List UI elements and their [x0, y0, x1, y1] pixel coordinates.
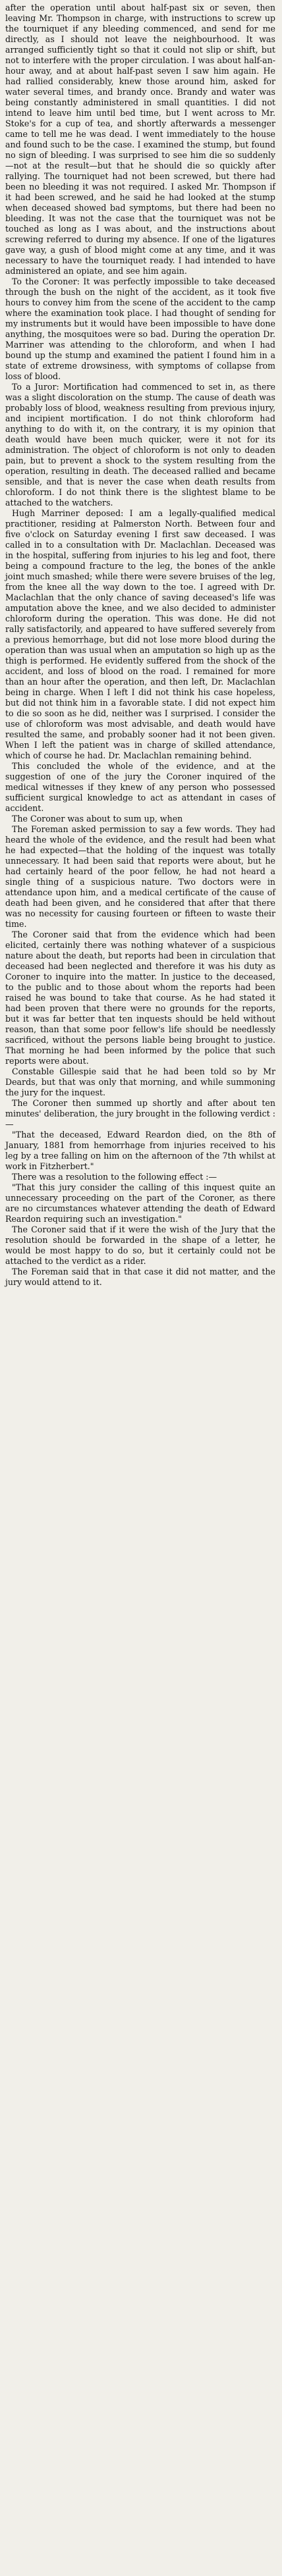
paragraph-surgeon-testimony: after the operation until about half-past six or seven, then leaving Mr. Thompson in charge, with instructions to screw up the tourniquet if any bleeding commenced, and send for me directly, as I should not leave the neighbourhood. It was arranged sufficiently tight so that it could not slip or shift, but not to interfere with the proper circulation. I was about half-an-hour away, and at about half-past seven I saw him again. He had rallied considerably, knew those around him, asked for water several times, and brandy once. Brandy and water was being constantly administered in small quantities. I did not intend to leave him until bed time, but I went across to Mr. Stoke's for a cup of tea, and shortly afterwards a messenger came to tell me he was dead. I went immediately to the house and found such to be the case. I examined the stump, but found no sign of bleeding. I was surprised to see him die so suddenly —not at the result—but that he should die so quickly after rallying. The tourniquet had not been screwed, but there had been no bleeding it was not required. I asked Mr. Thompson if it had been screwed, and he said he had looked at the stump when deceased showed bad symptoms, but there had been no bleeding. It was not the case that the tourniquet was not be touched as long as I was about, and the instructions about screwing referred to during my absence. If one of the ligatures gave way, a gush of blood might come at any time, and it was necessary to have the tourniquet ready. I had intended to have administered an opiate, and see him again. — [5, 3, 275, 276]
paragraph-foreman-remarks: The Foreman asked permission to say a few words. They had heard the whole of the evidence, and the result had been what he had expected—that the holding of the inquest was totally unnecessary. It had been said that reports were about, but he had certainly heard of the poor fellow, he had not heard a single thing of a suspicious nature. Two doctors were in attendance upon him, and a medical certificate of the cause of death had been given, and he considered that after that there was no necessity for causing fourteen or fifteen to waste their time. — [5, 824, 275, 929]
paragraph-coroner-on-resolution: The Coroner said that if it were the wish of the Jury that the resolution should be forwarded in the shape of a letter, he would be most happy to do so, but it certainly could not be attached to the verdict as a rider. — [5, 1224, 275, 1266]
paragraph-resolution-text: "That this jury consider the calling of this inquest quite an unnecessary proceeding on the part of the Coroner, as there are no circumstances whatever attending the death of Edward Reardon requiring such an investigation." — [5, 1182, 275, 1224]
paragraph-evidence-concluded: This concluded the whole of the evidence, and at the suggestion of one of the jury the Coroner inquired of the medical witnesses if they knew of any person who possessed sufficient surgical knowledge to act as attendant in cases of accident. — [5, 761, 275, 813]
paragraph-coroner-reply: The Coroner said that from the evidence which had been elicited, certainly there was nothing whatever of a suspicious nature about the death, but reports had been in circulation that deceased had been neglected and therefore it was his duty as Coroner to inquire into the matter. In justice to the deceased, to the public and to those about whom the reports had been raised he was bound to take that course. As he had stated it had been proven that there were no grounds for the reports, but it was far better that ten inquests should be held without reason, than that some poor fellow's life should be needlessly sacrificed, without the persons liable being brought to justice. That morning he had been informed by the police that such reports were about. — [5, 930, 275, 1066]
paragraph-coroner-about-to-sum-up: The Coroner was about to sum up, when — [12, 814, 183, 824]
paragraph-constable-gillespie: Constable Gillespie said that he had been told so by Mr Deards, but that was only that morning, and while summoning the jury for the inquest. — [5, 1066, 275, 1097]
paragraph-resolution-intro: There was a resolution to the following effect :— — [12, 1172, 217, 1182]
paragraph-verdict: "That the deceased, Edward Reardon died, on the 8th of January, 1881 from hemorrhage from injuries received to his leg by a tree falling on him on the afternoon of the 7th whilst at work in Fitzherbert." — [5, 1130, 275, 1171]
paragraph-summing-up: The Coroner then summed up shortly and after about ten minutes' deliberation, the jury brought in the following verdict :— — [5, 1098, 275, 1129]
paragraph-foreman-closing: The Foreman said that in that case it did not matter, and the jury would attend to it. — [5, 1267, 275, 1287]
paragraph-to-a-juror: To a Juror: Mortification had commenced to set in, as there was a slight discoloration on the stump. The cause of death was probably loss of blood, weakness resulting from previous injury, and incipient mortification. I do not think chloroform had anything to do with it, on the contrary, it is my opinion that death would have been much quicker, were it not for its administration. The object of chloroform is not only to deaden pain, but to prevent a shock to the system resulting from the operation, resulting in death. The deceased rallied and became sensible, and that is never the case when death results from chloroform. I do not think there is the slightest blame to be attached to the watchers. — [5, 382, 275, 508]
paragraph-to-the-coroner: To the Coroner: It was perfectly impossible to take deceased through the bush on the night of the accident, as it took five hours to convey him from the scene of the accident to the camp where the examination took place. I had thought of sending for my instruments but it would have been impossible to have done anything, the mosquitoes were so bad. During the operation Dr. Marriner was attending to the chloroform, and when I had bound up the stump and examined the patient I found him in a state of extreme drowsiness, with symptoms of collapse from loss of blood. — [5, 276, 275, 381]
paragraph-hugh-marriner-deposition: Hugh Marriner deposed: I am a legally-qualified medical practitioner, residing at Palmerston North. Between four and five o'clock on Saturday evening I first saw deceased. I was called in to a consultation with Dr. Maclachlan. Deceased was in the hospital, suffering from injuries to his leg and foot, there being a compound fracture to the leg, the bones of the ankle joint much smashed; while there were severe bruises of the leg, from the knee all the way down to the toe. I agreed with Dr. Maclachlan that the only chance of saving deceased's life was amputation above the knee, and we also decided to administer chloroform during the operation. This was done. He did not rally satisfactorily, and appeared to have suffered severely from a previous hemorrhage, but did not lose more blood during the operation than was usual when an amputation so high up as the thigh is performed. He evidently suffered from the shock of the accident, and loss of blood on the road. I remained for more than an hour after the operation, and then left, Dr. Maclachlan being in charge. When I left I did not think his case hopeless, but did not think him in a favorable state. I did not expect him to die so soon as he did, neither was I surprised. I consider the use of chloroform was most advisable, and death would have resulted the same, and probably sooner had it not been given. When I left the patient was in charge of skilled attendance, which of course he had. Dr. Maclachlan remaining behind. — [5, 508, 275, 760]
